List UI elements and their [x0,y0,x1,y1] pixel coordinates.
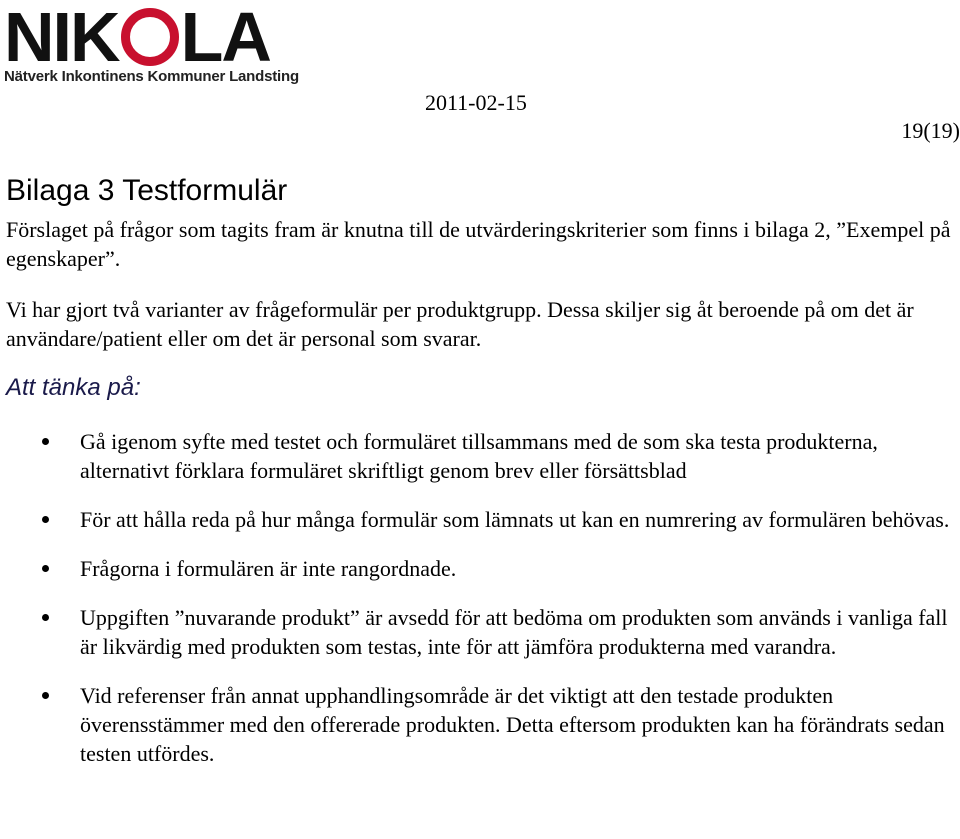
bullet-icon [42,692,49,699]
list-item [6,681,958,768]
variants-paragraph: Vi har gjort två varianter av frågeformulär per produktgrupp. Dessa skiljer sig åt beroende på om det är användare/patient eller om det är personal som svarar. [6,297,914,351]
list-item-text: Vid referenser från annat upphandlingsområde är det viktigt att den testade produkten överensstämmer med den offererade produkten. Detta eftersom produkten kan ha förändrats sedan testen utfördes. [80,683,945,766]
list-item [6,603,958,661]
section-heading: Att tänka på: [6,374,141,401]
list-item [6,427,958,485]
bullet-icon [42,516,49,523]
list-item-text: För att hålla reda på hur många formulär som lämnats ut kan en numrering av formulären behövas. [80,507,950,532]
logo-wordmark [4,0,270,76]
list-item-text: Uppgiften ”nuvarande produkt” är avsedd för att bedöma om produkten som används i vanliga fall är likvärdig med produkten som testas, inte för att jämföra produkterna med varandra. [80,605,948,659]
nikola-logo [4,2,324,88]
logo-text-before: NIK [4,0,119,76]
page-title: Bilaga 3 Testformulär [6,174,288,207]
logo-ring-icon [121,8,179,66]
page-number: 19(19) [901,118,960,143]
document-body [6,172,958,788]
document-date: 2011-02-15 [425,90,527,115]
intro-paragraph: Förslaget på frågor som tagits fram är knutna till de utvärderingskriterier som finns i bilaga 2, ”Exempel på egenskaper”. [6,217,951,271]
bullet-icon [42,438,49,445]
list-item [6,554,958,583]
list-item [6,505,958,534]
bullet-icon [42,614,49,621]
logo-text-after: LA [180,0,270,76]
logo-subtitle: Nätverk Inkontinens Kommuner Landsting [4,68,299,85]
bullet-icon [42,565,49,572]
list-item-text: Gå igenom syfte med testet och formuläret tillsammans med de som ska testa produkterna, alternativt förklara formuläret skriftligt genom brev eller försättsblad [80,429,878,483]
list-item-text: Frågorna i formulären är inte rangordnade. [80,556,457,581]
bullet-list [6,427,958,768]
